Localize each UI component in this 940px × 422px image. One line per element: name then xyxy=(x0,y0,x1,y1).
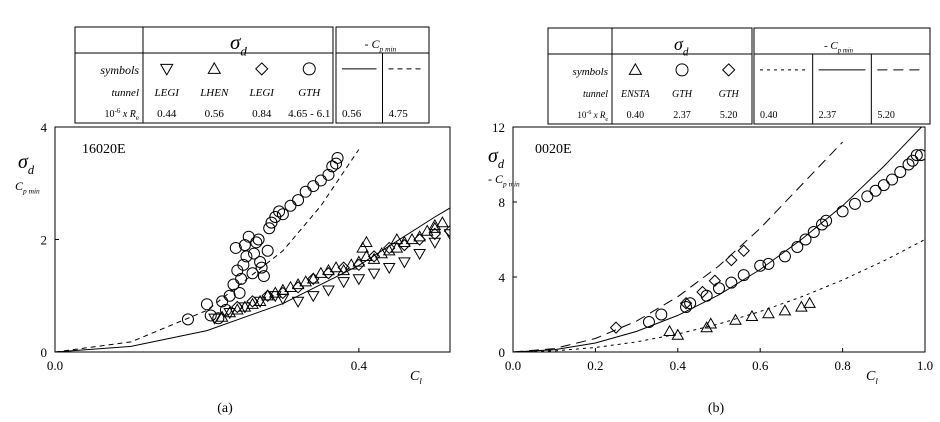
point-triangle-up xyxy=(277,285,288,295)
point-triangle-down xyxy=(323,286,334,296)
x-axis-label: $C_l$ xyxy=(410,369,422,387)
point-diamond xyxy=(726,255,737,266)
point-triangle-down xyxy=(277,294,288,304)
legend-re-value: 5.20 xyxy=(719,109,738,121)
x-tick-label: 0.0 xyxy=(504,358,522,373)
point-circle xyxy=(849,198,860,209)
legend-row-re: $10^{-6}$ x $R_e$ xyxy=(104,106,139,122)
legend-cp-re-value: 0.56 xyxy=(342,107,362,120)
curve-solid xyxy=(55,172,511,352)
legend-row-re: $10^{-6}$ x $R_e$ xyxy=(577,109,608,123)
point-circle xyxy=(201,299,212,310)
legend-re-value: 0.44 xyxy=(157,107,177,120)
point-circle xyxy=(205,310,216,321)
point-circle xyxy=(285,200,296,211)
x-tick-label: 0.6 xyxy=(752,358,769,373)
point-circle xyxy=(878,180,889,191)
point-circle xyxy=(779,251,790,262)
point-circle xyxy=(182,314,193,325)
point-circle xyxy=(870,185,881,196)
point-circle xyxy=(738,270,749,281)
point-circle xyxy=(308,181,319,192)
point-triangle-up xyxy=(407,234,418,244)
legend-symbol-circle xyxy=(676,64,688,76)
point-circle xyxy=(714,283,725,294)
y-axis-label: $\sigma_d$ xyxy=(18,151,35,177)
point-triangle-down xyxy=(452,210,463,220)
x-tick-label: 0.2 xyxy=(587,358,604,373)
legend-cp-re-value: 4.75 xyxy=(388,107,408,120)
legend-symbol-diamond xyxy=(256,63,268,75)
point-triangle-up xyxy=(804,298,815,308)
y-tick-label: 2 xyxy=(40,232,47,248)
panel-annotation: 0020E xyxy=(535,142,572,157)
legend-row-symbols: symbols xyxy=(572,65,608,78)
x-tick-label: 0.8 xyxy=(834,358,851,373)
point-triangle-up xyxy=(779,305,790,315)
curves-group xyxy=(513,123,925,352)
point-triangle-down xyxy=(467,202,478,212)
legend-re-value: 0.56 xyxy=(204,107,224,120)
point-triangle-up xyxy=(701,322,712,332)
point-circle xyxy=(315,175,326,186)
point-circle xyxy=(251,237,262,248)
point-circle xyxy=(262,245,273,256)
legend-row-tunnel: tunnel xyxy=(111,86,139,99)
legend-sigma-header: $\sigma_d$ xyxy=(674,34,689,59)
y-tick-label: 4 xyxy=(498,270,505,285)
legend-table xyxy=(75,27,429,123)
point-triangle-up xyxy=(315,268,326,278)
point-triangle-down xyxy=(293,297,304,307)
legend-symbol-triangle-down xyxy=(161,64,173,75)
legend-row-tunnel: tunnel xyxy=(583,88,608,100)
legend-cp-re-value: 2.37 xyxy=(818,109,837,121)
legend-sigma-header: $\sigma_d$ xyxy=(230,30,247,59)
legend-cp-header: - $C_{p min}$ xyxy=(824,40,854,55)
point-triangle-up xyxy=(437,217,448,227)
plot-frame xyxy=(55,127,450,352)
plot-frame xyxy=(513,127,925,352)
legend-tunnel-name: GTH xyxy=(298,86,321,99)
point-circle xyxy=(656,309,667,320)
point-triangle-up xyxy=(664,326,675,336)
chart-panel-b xyxy=(488,28,933,416)
legend-tunnel-name: ENSTA xyxy=(620,88,650,100)
panel-label: (a) xyxy=(217,401,233,416)
y-tick-label: 12 xyxy=(492,120,505,135)
legend-symbol-triangle-up xyxy=(208,63,220,74)
legend-symbol-circle xyxy=(303,63,315,75)
y-tick-label: 0 xyxy=(40,345,47,360)
curve-solid xyxy=(513,123,925,352)
point-triangle-up xyxy=(331,262,342,272)
legend-re-value: 0.40 xyxy=(626,109,645,121)
point-triangle-up xyxy=(763,308,774,318)
y-axis-label-secondary: $C_{p min}$ xyxy=(15,179,40,196)
point-circle xyxy=(253,234,264,245)
legend-cp-header: - $C_{p min}$ xyxy=(364,37,397,54)
legend-cp-re-value: 0.40 xyxy=(760,109,778,121)
point-triangle-down xyxy=(338,278,349,288)
legend-symbol-triangle-up xyxy=(629,64,641,75)
x-tick-label: 0.4 xyxy=(350,358,367,373)
legend-tunnel-name: LEGI xyxy=(249,86,274,99)
curves-group xyxy=(55,150,511,353)
curve-dashed xyxy=(55,150,359,353)
point-triangle-down xyxy=(308,292,319,302)
legend-table xyxy=(548,28,930,124)
point-circle xyxy=(701,290,712,301)
point-circle xyxy=(862,191,873,202)
point-triangle-down xyxy=(414,249,425,259)
point-circle xyxy=(234,287,245,298)
point-triangle-up xyxy=(293,279,304,289)
point-triangle-up xyxy=(285,282,296,292)
point-triangle-down xyxy=(369,269,380,279)
y-axis-label: $\sigma_d$ xyxy=(488,145,505,171)
legend-row-symbols: symbols xyxy=(100,62,139,77)
legend-cp-re-value: 5.20 xyxy=(877,109,895,121)
x-tick-label: 1.0 xyxy=(916,358,934,373)
legend-symbol-diamond xyxy=(723,64,735,76)
curve-short-dashed xyxy=(513,240,925,353)
y-tick-label: 8 xyxy=(498,195,505,210)
y-tick-label: 4 xyxy=(40,120,47,135)
point-circle xyxy=(837,206,848,217)
panel-annotation: 16020E xyxy=(82,142,126,157)
legend-tunnel-name: GTH xyxy=(718,88,739,100)
point-circle xyxy=(300,186,311,197)
legend-tunnel-name: GTH xyxy=(671,88,693,100)
point-triangle-down xyxy=(353,275,364,285)
point-triangle-up xyxy=(270,287,281,297)
legend-re-value: 2.37 xyxy=(673,109,691,121)
x-tick-label: 0.0 xyxy=(46,358,64,373)
panel-label: (b) xyxy=(707,401,725,416)
x-axis-label: $C_l$ xyxy=(866,369,878,387)
legend-tunnel-name: LHEN xyxy=(200,86,229,99)
y-axis-label-secondary: - $C_{p min}$ xyxy=(488,172,520,189)
markers-group xyxy=(611,150,927,340)
chart-panel-a xyxy=(15,27,511,416)
point-triangle-down xyxy=(384,264,395,274)
point-circle xyxy=(643,317,654,328)
point-triangle-up xyxy=(323,265,334,275)
legend-box-cp xyxy=(754,28,930,124)
y-tick-label: 0 xyxy=(498,345,505,360)
legend-re-value: 0.84 xyxy=(252,107,272,120)
curve-long-dashed xyxy=(513,142,843,352)
legend-re-value: 4.65 - 6.1 xyxy=(288,107,331,120)
point-triangle-down xyxy=(399,258,410,268)
point-circle xyxy=(726,277,737,288)
x-tick-label: 0.4 xyxy=(669,358,686,373)
markers-group xyxy=(182,152,478,324)
legend-tunnel-name: LEGI xyxy=(154,86,179,99)
